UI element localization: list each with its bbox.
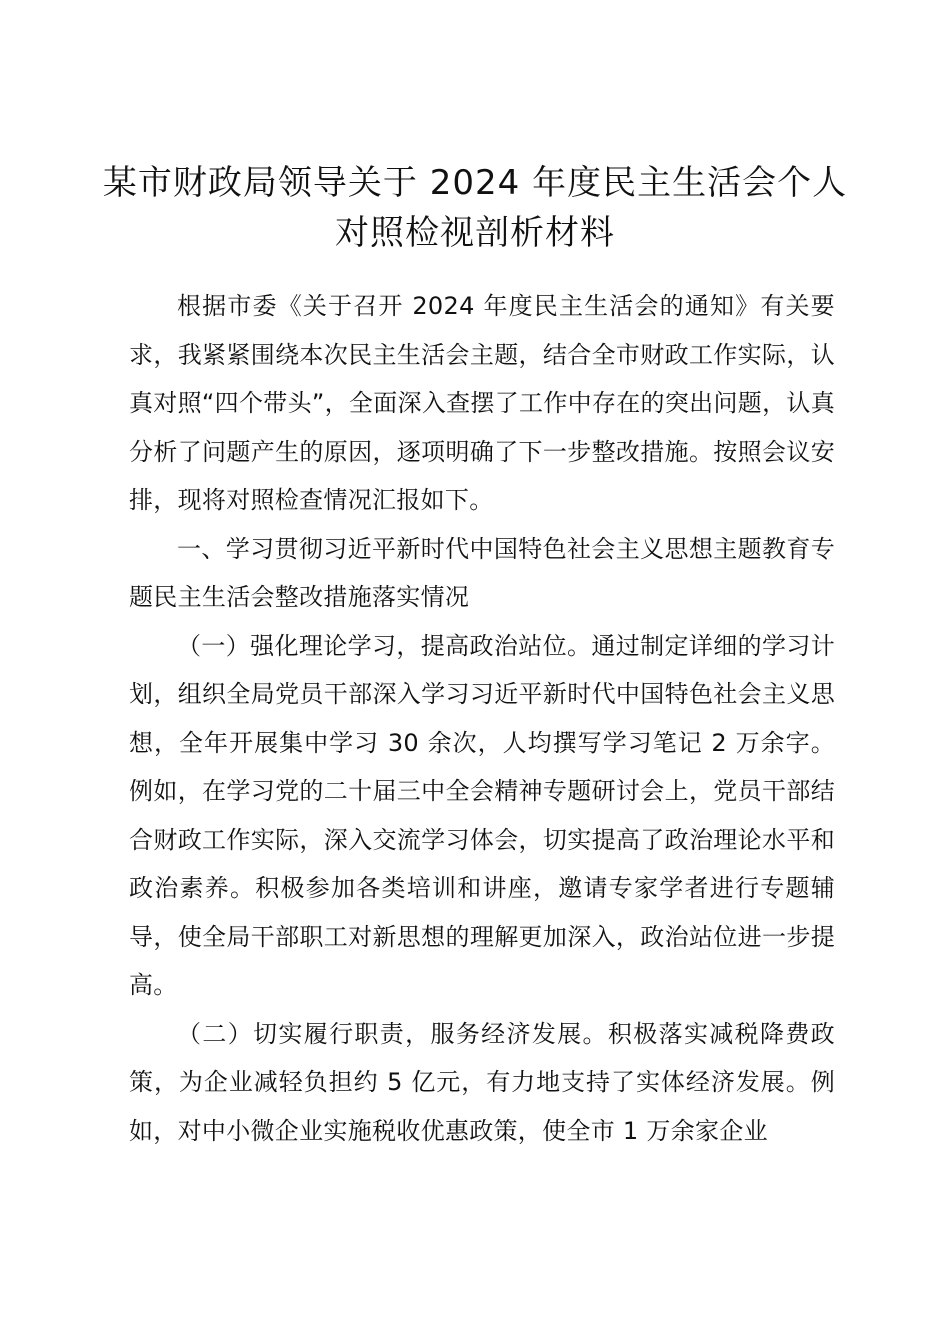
paragraph-intro: 根据市委《关于召开 2024 年度民主生活会的通知》有关要求，我紧紧围绕本次民主生活会主题，结合全市财政工作实际，认真对照“四个带头”，全面深入查摆了工作中存在的突出问题，认真分析了问题产生的原因，逐项明确了下一步整改措施。按照会议安排，现将对照检查情况汇报如下。 [129, 292, 835, 514]
paragraph-subsection-2: （二）切实履行职责，服务经济发展。积极落实减税降费政策，为企业减轻负担约 5 亿元，有力地支持了实体经济发展。例如，对中小微企业实施税收优惠政策，使全市 1 万余家企业 [129, 1019, 835, 1145]
section-heading-1: 一、学习贯彻习近平新时代中国特色社会主义思想主题教育专题民主生活会整改措施落实情况 [129, 534, 835, 611]
document-title: 某市财政局领导关于 2024 年度民主生活会个人对照检视剖析材料 [102, 163, 848, 253]
document-body [129, 282, 835, 1155]
paragraph-subsection-1: （一）强化理论学习，提高政治站位。通过制定详细的学习计划，组织全局党员干部深入学习习近平新时代中国特色社会主义思想，全年开展集中学习 30 余次，人均撰写学习笔记 2 万余字。例如，在学习党的二十届三中全会精神专题研讨会上，党员干部结合财政工作实际，深入交流学习体会，切实提高了政治理论水平和政治素养。积极参加各类培训和讲座，邀请专家学者进行专题辅导，使全局干部职工对新思想的理解更加深入，政治站位进一步提高。 [129, 631, 835, 999]
